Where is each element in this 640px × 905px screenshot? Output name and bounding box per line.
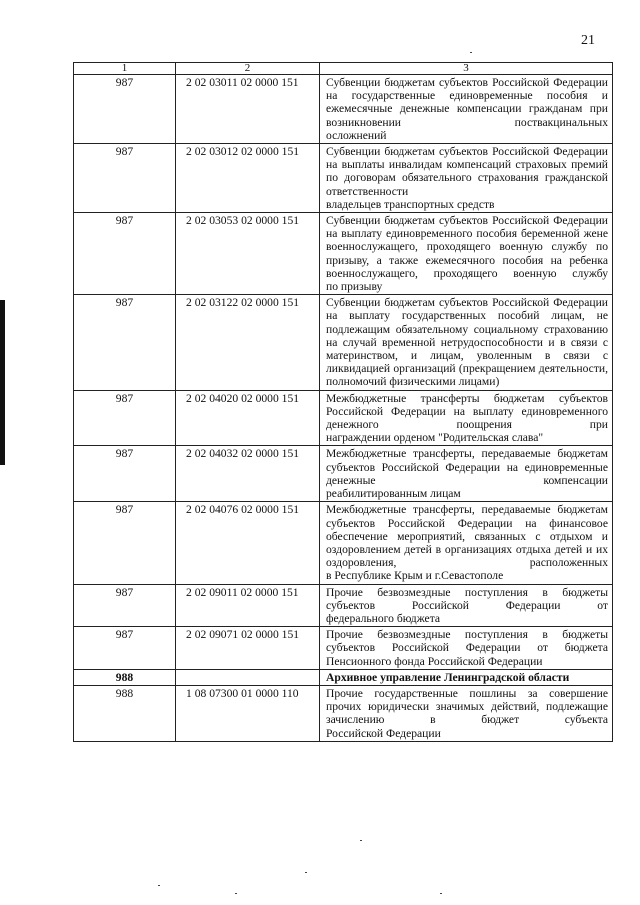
administrator-code: 987 (74, 627, 176, 670)
administrator-code: 987 (74, 213, 176, 295)
description-last-line: награждении орденом "Родительская слава" (326, 431, 544, 445)
revenue-description (320, 213, 613, 295)
description-last-line: федерального бюджета (326, 611, 441, 625)
table-row (74, 685, 613, 741)
description-last-line: Архивное управление Ленинградской области (326, 670, 570, 684)
administrator-code: 987 (74, 584, 176, 627)
description-last-line: по призыву (326, 280, 383, 294)
budget-revenue-table (73, 62, 613, 742)
description-last-line: осложнений (326, 128, 387, 142)
administrator-code: 987 (74, 75, 176, 144)
table-row (74, 669, 613, 685)
description-text: Субвенции бюджетам субъектов Российской Федерации на выплату единовременного пособия беременной жене военнослужащего, проходящего военную службу по призыву, а также ежемесячного пособия на ребенка военнослужащего, проходящего военную службу (326, 214, 608, 280)
table-row (74, 584, 613, 627)
administrator-code: 987 (74, 502, 176, 584)
description-text: Прочие безвозмездные поступления в бюджеты субъектов Российской Федерации от (326, 585, 608, 612)
description-text: Субвенции бюджетам субъектов Российской Федерации на государственные единовременные пособия и ежемесячные денежные компенсации гражданам при возникновении поствакцинальных (326, 76, 608, 129)
table-row (74, 627, 613, 670)
administrator-code: 988 (74, 669, 176, 685)
column-header: 1 (74, 63, 176, 75)
budget-classification-code: 2 02 03122 02 0000 151 (176, 295, 320, 390)
administrator-code: 987 (74, 446, 176, 502)
revenue-description (320, 144, 613, 213)
description-text: Межбюджетные трансферты бюджетам субъектов Российской Федерации на выплату единовременного денежного поощрения при (326, 391, 608, 432)
description-last-line: полномочий физическими лицами) (326, 375, 500, 389)
revenue-description (320, 390, 613, 446)
table-row (74, 390, 613, 446)
table-header-row (74, 63, 613, 75)
description-last-line: Пенсионного фонда Российской Федерации (326, 654, 543, 668)
budget-classification-code: 2 02 04076 02 0000 151 (176, 502, 320, 584)
administrator-code: 988 (74, 685, 176, 741)
table-row (74, 213, 613, 295)
administrator-code: 987 (74, 295, 176, 390)
table-row (74, 75, 613, 144)
revenue-description (320, 295, 613, 390)
table-row (74, 295, 613, 390)
description-text: Межбюджетные трансферты, передаваемые бюджетам субъектов Российской Федерации на единовременные денежные компенсации (326, 447, 608, 487)
budget-classification-code: 2 02 04032 02 0000 151 (176, 446, 320, 502)
table-row (74, 502, 613, 584)
description-last-line: реабилитированным лицам (326, 487, 461, 501)
description-last-line: владельцев транспортных средств (326, 197, 495, 211)
scan-edge-mark (0, 300, 5, 465)
column-header: 3 (320, 63, 613, 75)
table-row (74, 446, 613, 502)
table-row (74, 144, 613, 213)
description-text: Субвенции бюджетам субъектов Российской Федерации на выплату государственных пособий лицам, не подлежащим обязательному социальному страхованию на случай временной нетрудоспособности и в связи с материнством, и лицам, уволенным в связи с ликвидацией организаций (прекращением деятельности, (326, 296, 608, 376)
revenue-description (320, 446, 613, 502)
revenue-description (320, 669, 613, 685)
description-text: Прочие безвозмездные поступления в бюджеты субъектов Российской Федерации от бюджета (326, 628, 608, 655)
revenue-description (320, 584, 613, 627)
budget-classification-code: 2 02 04020 02 0000 151 (176, 390, 320, 446)
budget-classification-code: 2 02 03053 02 0000 151 (176, 213, 320, 295)
budget-classification-code: 2 02 09011 02 0000 151 (176, 584, 320, 627)
column-header: 2 (176, 63, 320, 75)
administrator-code: 987 (74, 144, 176, 213)
revenue-description (320, 502, 613, 584)
description-text: Межбюджетные трансферты, передаваемые бюджетам субъектов Российской Федерации на финансовое обеспечение мероприятий, связанных с отдыхом и оздоровлением детей в организациях отдыха детей и их оздоровления, расположенных (326, 503, 608, 570)
description-text: Прочие государственные пошлины за совершение прочих юридически значимых действий, подлежащие зачислению в бюджет субъекта (326, 686, 608, 727)
revenue-description (320, 627, 613, 670)
administrator-code: 987 (74, 390, 176, 446)
budget-classification-code: 2 02 09071 02 0000 151 (176, 627, 320, 670)
description-text: Субвенции бюджетам субъектов Российской Федерации на выплаты инвалидам компенсаций страховых премий по договорам обязательного страхования гражданской ответственности (326, 145, 608, 198)
budget-classification-code: 1 08 07300 01 0000 110 (176, 685, 320, 741)
revenue-description (320, 75, 613, 144)
budget-classification-code (176, 669, 320, 685)
budget-classification-code: 2 02 03012 02 0000 151 (176, 144, 320, 213)
budget-classification-code: 2 02 03011 02 0000 151 (176, 75, 320, 144)
description-last-line: в Республике Крым и г.Севастополе (326, 569, 504, 583)
description-last-line: Российской Федерации (326, 726, 441, 740)
page-number: 21 (581, 33, 595, 48)
revenue-description (320, 685, 613, 741)
